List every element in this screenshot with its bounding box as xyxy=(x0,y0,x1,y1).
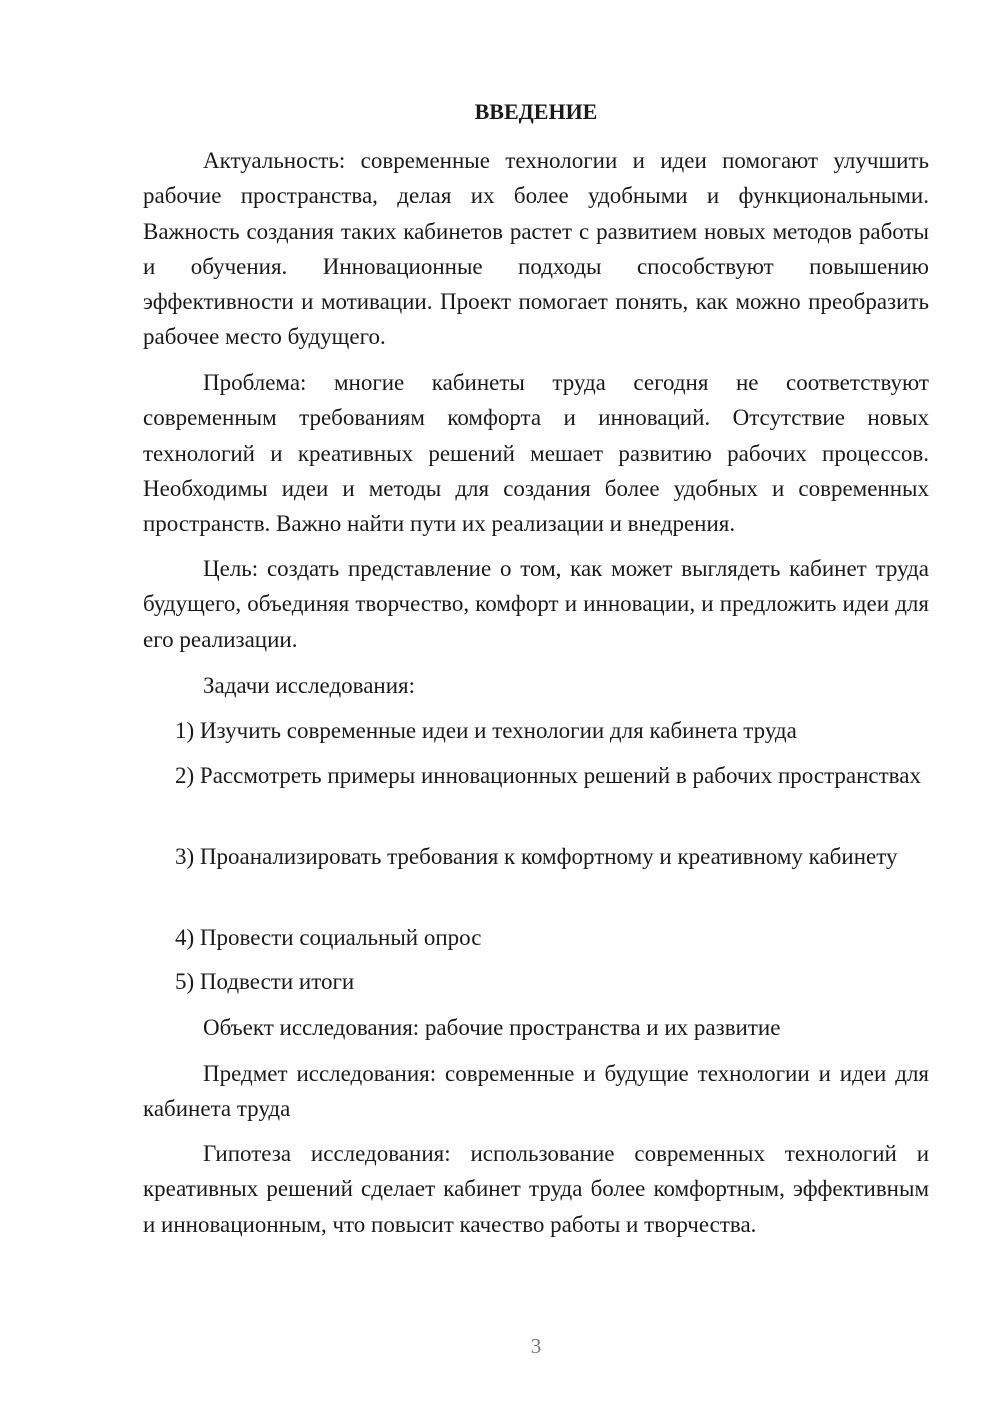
tasks-heading: Задачи исследования: xyxy=(203,673,416,698)
object-paragraph: Объект исследования: рабочие пространства и их развитие xyxy=(203,1015,781,1040)
subject-paragraph: Предмет исследования: современные и будущие технологии и идеи для кабинета труда xyxy=(143,1061,929,1122)
task-item: 2) Рассмотреть примеры инновационных решений в рабочих пространствах xyxy=(175,763,921,788)
task-item: 3) Проанализировать требования к комфортному и креативному кабинету xyxy=(175,844,898,869)
problem-paragraph: Проблема: многие кабинеты труда сегодня не соответствуют современным требованиям комфорта и инноваций. Отсутствие новых технологий и креативных решений мешает развитию рабочих процессов. Необходимы идеи и методы для создания более удобных и современных пространств. Важно найти пути их реализации и внедрения. xyxy=(143,370,929,537)
page-number: 3 xyxy=(530,1334,542,1358)
page-title: ВВЕДЕНИЕ xyxy=(474,99,598,124)
hypothesis-paragraph: Гипотеза исследования: использование современных технологий и креативных решений сделает кабинет труда более комфортным, эффективным и инновационным, что повысит качество работы и творчества. xyxy=(143,1141,929,1237)
relevance-paragraph: Актуальность: современные технологии и идеи помогают улучшить рабочие пространства, делая их более удобными и функциональными. Важность создания таких кабинетов растет с развитием новых методов работы и обучения. Инновационные подходы способствуют повышению эффективности и мотивации. Проект помогает понять, как можно преобразить рабочее место будущего. xyxy=(143,148,929,350)
task-item: 4) Провести социальный опрос xyxy=(175,925,482,950)
task-item: 1) Изучить современные идеи и технологии для кабинета труда xyxy=(175,718,797,743)
task-item: 5) Подвести итоги xyxy=(175,969,355,994)
goal-paragraph: Цель: создать представление о том, как может выглядеть кабинет труда будущего, объединяя творчество, комфорт и инновации, и предложить идеи для его реализации. xyxy=(143,556,929,652)
